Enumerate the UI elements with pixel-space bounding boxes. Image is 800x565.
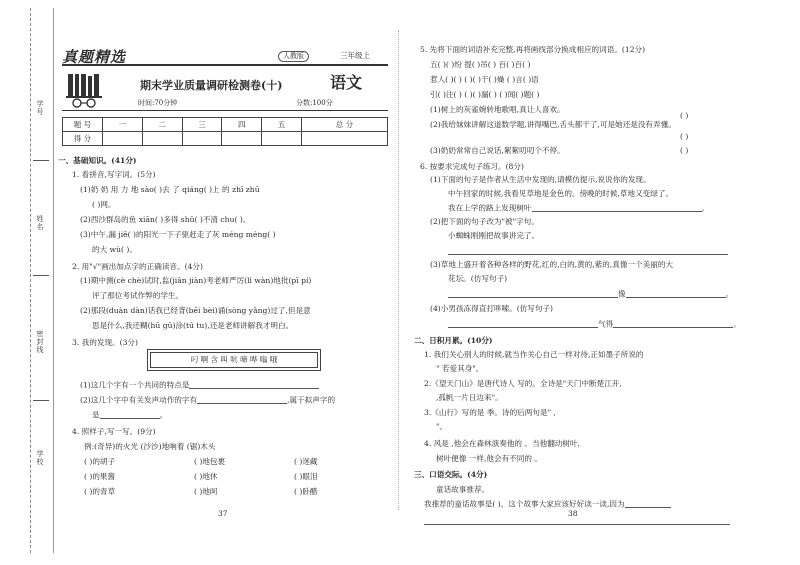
exam-title: 期末学业质量调研检测卷(十) xyxy=(140,79,283,92)
question-1: 1. 看拼音,写字词。(5分) xyxy=(72,170,156,179)
score-input[interactable] xyxy=(142,132,182,146)
oral-prompt: 童话故事推荐。 xyxy=(436,485,490,494)
score-input[interactable] xyxy=(182,132,222,146)
question-1-2: (2)西沙群岛的鱼 xiān( )多得 shǔ( )不清 chu( )。 xyxy=(80,215,251,224)
q6-3-cont: 花坛。(仿写句子) xyxy=(448,274,508,283)
q4-row-3-b[interactable]: ( )地呵 xyxy=(194,487,218,496)
question-1-1-cont: ( )网。 xyxy=(92,200,116,209)
q4-row-2-c[interactable]: ( )眼泪 xyxy=(294,472,318,481)
answer-line[interactable] xyxy=(448,247,728,255)
score-input[interactable] xyxy=(301,132,387,146)
score-table-header xyxy=(63,118,388,132)
q5-sentence-3: (3)奶奶常常自己说话,絮絮叨叨个不停。 xyxy=(430,146,565,155)
answer-paren[interactable]: ( ) xyxy=(680,111,689,120)
question-2-1-cont: 评了那位考试作弊的学生。 xyxy=(92,291,184,300)
score-table-cell: 二 xyxy=(142,118,182,132)
q6-3-like: 像 xyxy=(618,289,626,299)
score-input[interactable] xyxy=(103,132,143,146)
page-number-right: 38 xyxy=(568,509,578,518)
section-3-heading: 三、口语交际。(4分) xyxy=(414,470,488,479)
question-3-2-cont-text: 是 xyxy=(92,410,100,420)
question-6: 6. 按要求完成句子练习。(8分) xyxy=(420,162,524,171)
question-4-example: 例:(奇异)的火光 (沙沙)地响着 (锯)木头 xyxy=(84,442,216,451)
q6-1-example: 中午回家的时候,我看见草地是金色的。傍晚的时候,草地又变绿了。 xyxy=(448,189,674,198)
section-2-heading: 二、日积月累。(10分) xyxy=(414,336,493,345)
edition-badge: 人教版 xyxy=(278,51,309,62)
score-table-cell: 三 xyxy=(182,118,222,132)
question-3-2-cont: 是 。 xyxy=(92,410,168,420)
q4-row-3-c[interactable]: ( )卧醋 xyxy=(294,487,318,496)
question-3-2-text: (2)这几个字中有关发声动作的字有 xyxy=(80,395,198,405)
page-divider xyxy=(398,30,399,510)
score-table-row xyxy=(63,132,388,146)
recall-2[interactable]: 2.《望天门山》是唐代诗人 写的。全诗是"天门中断楚江开, xyxy=(424,379,622,388)
question-4: 4. 照样子,写一写。(9分) xyxy=(72,427,156,436)
character-box: 叼 啊 含 叫 吭 啼 哗 嗡 哦 xyxy=(150,352,318,368)
question-3-2-tail: ,属于拟声字的 xyxy=(287,395,336,405)
total-score: 分数:100分 xyxy=(296,99,333,107)
q6-3: (3)草地上盛开着各种各样的野花,红的,白的,黄的,紫的,真像一个美丽的大 xyxy=(430,260,674,269)
score-table-cell: 题 号 xyxy=(63,118,103,132)
question-1-1: (1)奶 奶 用 力 地 sào( )去 了 qiáng( )上 的 zhī zhū xyxy=(80,185,260,194)
school-label: 学校 xyxy=(36,450,44,466)
q5-sentence-1: (1)树上的灰雀婉转地歌唱,真让人喜欢。 xyxy=(430,105,565,114)
q4-row-2-b[interactable]: ( )地休 xyxy=(194,472,218,481)
q4-row-3-a[interactable]: ( )的青草 xyxy=(84,487,116,496)
score-input[interactable] xyxy=(262,132,302,146)
student-no-label: 学号 xyxy=(36,100,44,116)
grade-label: 三年级上 xyxy=(340,51,370,60)
question-2-2: (2)那段(duàn dàn)话我已经背(bēi bèi)诵(sòng yǎng)过了,但是意 xyxy=(80,306,311,315)
q6-1-prompt: 我在上学的路上发现树叶 。 xyxy=(448,203,710,213)
question-2-2-cont: 思是什么,我还糊(hū gǔ)涂(tú tu),还是老师讲解我才明白。 xyxy=(92,321,294,330)
question-2: 2. 用"√"画出加点字的正确读音。(4分) xyxy=(72,262,203,271)
q6-4-angry: 气得 xyxy=(598,319,614,329)
answer-blank[interactable] xyxy=(189,381,319,389)
brand-title: 真题精选 xyxy=(62,48,127,66)
q6-3-answer[interactable]: 像 。 xyxy=(448,290,733,298)
question-1-3: (3)中午,漏 jiě( )的阳光一下子驱赶走了灰 méng méng( ) xyxy=(80,230,276,239)
question-1-3-cont: 的大 wù( )。 xyxy=(92,245,137,254)
q5-row-2[interactable]: 惹人( )( ) ( )( )干( )燥 ( )言( )语 xyxy=(430,75,539,84)
name-label: 姓名 xyxy=(36,215,44,231)
question-3-1 xyxy=(80,381,319,389)
answer-line[interactable] xyxy=(424,517,730,525)
q5-row-1[interactable]: 五( )( )纷 提( )吊( ) 百( )百( ) xyxy=(430,60,531,69)
recall-4[interactable]: 4. 风是 ,他会在森林演奏他的 。当他翻动树叶, xyxy=(424,439,580,448)
seal-line-label: 密封线 xyxy=(36,330,44,354)
recall-2-cont[interactable]: ,孤帆一片日边来"。 xyxy=(436,393,503,402)
q6-2-sentence: 小蜘蛛刚刚把故事讲完了。 xyxy=(448,231,540,240)
q5-row-3[interactable]: 引( )注( ) ( )( )漏( ) ( )闻( )题( ) xyxy=(430,90,540,99)
score-input[interactable] xyxy=(222,132,262,146)
subject-title: 语文 xyxy=(330,73,363,92)
oral-answer-text: 我推荐的童话故事是( )。这个故事大家应该好好读一读,因为 xyxy=(424,499,625,509)
score-table-cell: 五 xyxy=(262,118,302,132)
q6-2: (2)把下面的句子改为"被"字句。 xyxy=(430,217,539,226)
q4-row-1-a[interactable]: ( )的胡子 xyxy=(84,457,116,466)
score-row-label: 得 分 xyxy=(63,132,103,146)
q5-sentence-2: (2)我给妹妹讲解这道数学题,讲得嘴巴,舌头都干了,可是她还是没有弄懂。 xyxy=(430,120,676,129)
question-3-2 xyxy=(80,396,335,404)
answer-blank[interactable] xyxy=(532,204,702,212)
q6-1-prompt-text: 我在上学的路上发现树叶 xyxy=(448,203,532,213)
recall-4-cont[interactable]: 树叶便像 一样,他会有不同的 。 xyxy=(436,454,542,463)
recall-1-cont[interactable]: " 若爱其身"。 xyxy=(436,364,484,373)
page-number-left: 37 xyxy=(218,509,228,518)
q4-row-1-c[interactable]: ( )迷藏 xyxy=(294,457,318,466)
q6-4-answer[interactable]: 气得 。 xyxy=(448,320,741,328)
recall-1: 1. 我们关心别人的时候,就当作关心自己一样对待,正如墨子所说的 xyxy=(424,350,644,359)
q6-1: (1)下面的句子是作者从生活中发现的,请模仿提示,说说你的发现。 xyxy=(430,175,651,184)
book-glasses-icon xyxy=(66,72,104,108)
recall-3[interactable]: 3.《山行》写的是 季。诗的后两句是" , xyxy=(424,408,556,417)
question-3: 3. 我的发现。(3分) xyxy=(72,338,138,347)
answer-blank[interactable] xyxy=(197,396,287,404)
question-3-1-text: (1)这几个字有一个共同的特点是 xyxy=(80,380,190,390)
q4-row-2-a[interactable]: ( )的果酱 xyxy=(84,472,116,481)
question-2-1: (1)期中测(cè chè)试时,监(jiān jiàn)考老师严厉(lì wàn)地批(pī pí) xyxy=(80,276,312,285)
score-table-cell: 总 分 xyxy=(301,118,387,132)
answer-paren[interactable]: ( ) xyxy=(680,146,689,155)
oral-answer[interactable] xyxy=(424,500,671,508)
answer-blank[interactable] xyxy=(100,411,160,419)
recall-3-cont[interactable]: "。 xyxy=(436,422,448,431)
time-limit: 时间:70分钟 xyxy=(138,99,178,107)
q6-4: (4)小男孩冻得直打哆嗦。(仿写句子) xyxy=(430,304,553,313)
score-table xyxy=(62,117,388,146)
q4-row-1-b[interactable]: ( )地包裹 xyxy=(194,457,226,466)
section-1-heading: 一、基础知识。(41分) xyxy=(58,156,137,165)
score-table-cell: 一 xyxy=(103,118,143,132)
question-5: 5. 先将下面的词语补充完整,再将画线部分换成相应的词语。(12分) xyxy=(420,45,646,54)
score-table-cell: 四 xyxy=(222,118,262,132)
answer-paren[interactable]: ( ) xyxy=(680,132,689,141)
